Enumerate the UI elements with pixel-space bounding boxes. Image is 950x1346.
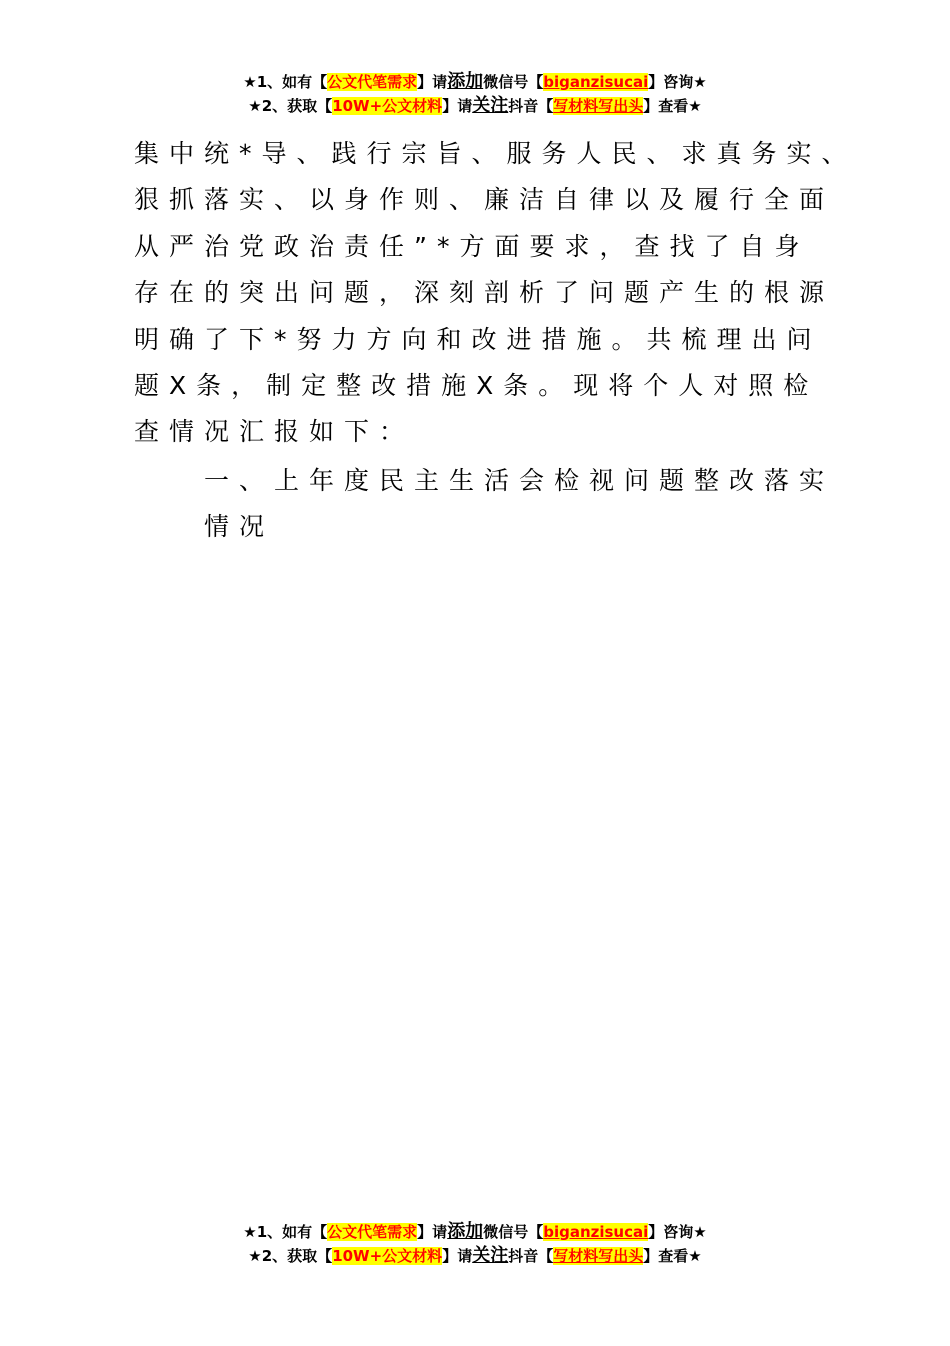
header-banner bbox=[0, 70, 950, 118]
banner-emphasis: 关注 bbox=[472, 1245, 509, 1266]
banner-line-2 bbox=[0, 1244, 950, 1268]
banner-text: 抖音【 bbox=[508, 97, 554, 115]
highlight-service: 公文代笔需求 bbox=[327, 1223, 418, 1241]
douyin-account-link[interactable]: 写材料写出头 bbox=[553, 1247, 644, 1265]
heading-line: 情况 bbox=[204, 512, 275, 542]
banner-text: ★1、如有【 bbox=[243, 73, 328, 91]
paragraph-line: 查情况汇报如下： bbox=[134, 417, 415, 447]
banner-text: 】查看★ bbox=[643, 97, 702, 115]
banner-text: 】请 bbox=[442, 97, 473, 115]
banner-emphasis: 关注 bbox=[472, 95, 509, 116]
banner-text: ★1、如有【 bbox=[243, 1223, 328, 1241]
banner-text: ★2、获取【 bbox=[248, 97, 333, 115]
highlight-materials: 10W+公文材料 bbox=[332, 97, 443, 115]
banner-line-1 bbox=[0, 70, 950, 94]
banner-text: 】咨询★ bbox=[648, 73, 707, 91]
paragraph-line: 从严治党政治责任”*方面要求，查找了自身 bbox=[134, 231, 810, 261]
banner-emphasis: 添加 bbox=[447, 71, 484, 92]
wechat-id-link[interactable]: biganzisucai bbox=[543, 1223, 649, 1241]
banner-text: ★2、获取【 bbox=[248, 1247, 333, 1265]
paragraph-line: 明确了下*努力方向和改进措施。共梳理出问 bbox=[134, 324, 822, 354]
heading-line: 一、上年度民主生活会检视问题整改落实 bbox=[204, 466, 835, 495]
banner-emphasis: 添加 bbox=[447, 1221, 484, 1242]
highlight-service: 公文代笔需求 bbox=[327, 73, 418, 91]
banner-text: 微信号【 bbox=[483, 1223, 544, 1241]
banner-text: 微信号【 bbox=[483, 73, 544, 91]
footer-banner bbox=[0, 1220, 950, 1268]
banner-text: 抖音【 bbox=[508, 1247, 554, 1265]
banner-text: 】查看★ bbox=[643, 1247, 702, 1265]
paragraph-line: 存在的突出问题，深刻剖析了问题产生的根源 bbox=[134, 278, 835, 308]
banner-text: 】请 bbox=[417, 73, 448, 91]
banner-line-1 bbox=[0, 1220, 950, 1244]
banner-text: 】请 bbox=[442, 1247, 473, 1265]
body-paragraph bbox=[134, 131, 857, 456]
highlight-materials: 10W+公文材料 bbox=[332, 1247, 443, 1265]
douyin-account-link[interactable]: 写材料写出头 bbox=[553, 97, 644, 115]
paragraph-line: 狠抓落实、以身作则、廉洁自律以及履行全面 bbox=[134, 185, 835, 215]
banner-line-2 bbox=[0, 94, 950, 118]
paragraph-line: 题X条，制定整改措施X条。现将个人对照检 bbox=[134, 370, 819, 400]
section-heading bbox=[204, 458, 834, 551]
banner-text: 】咨询★ bbox=[648, 1223, 707, 1241]
paragraph-line: 集中统*导、践行宗旨、服务人民、求真务实、 bbox=[134, 139, 857, 168]
wechat-id-link[interactable]: biganzisucai bbox=[543, 73, 649, 91]
banner-text: 】请 bbox=[417, 1223, 448, 1241]
